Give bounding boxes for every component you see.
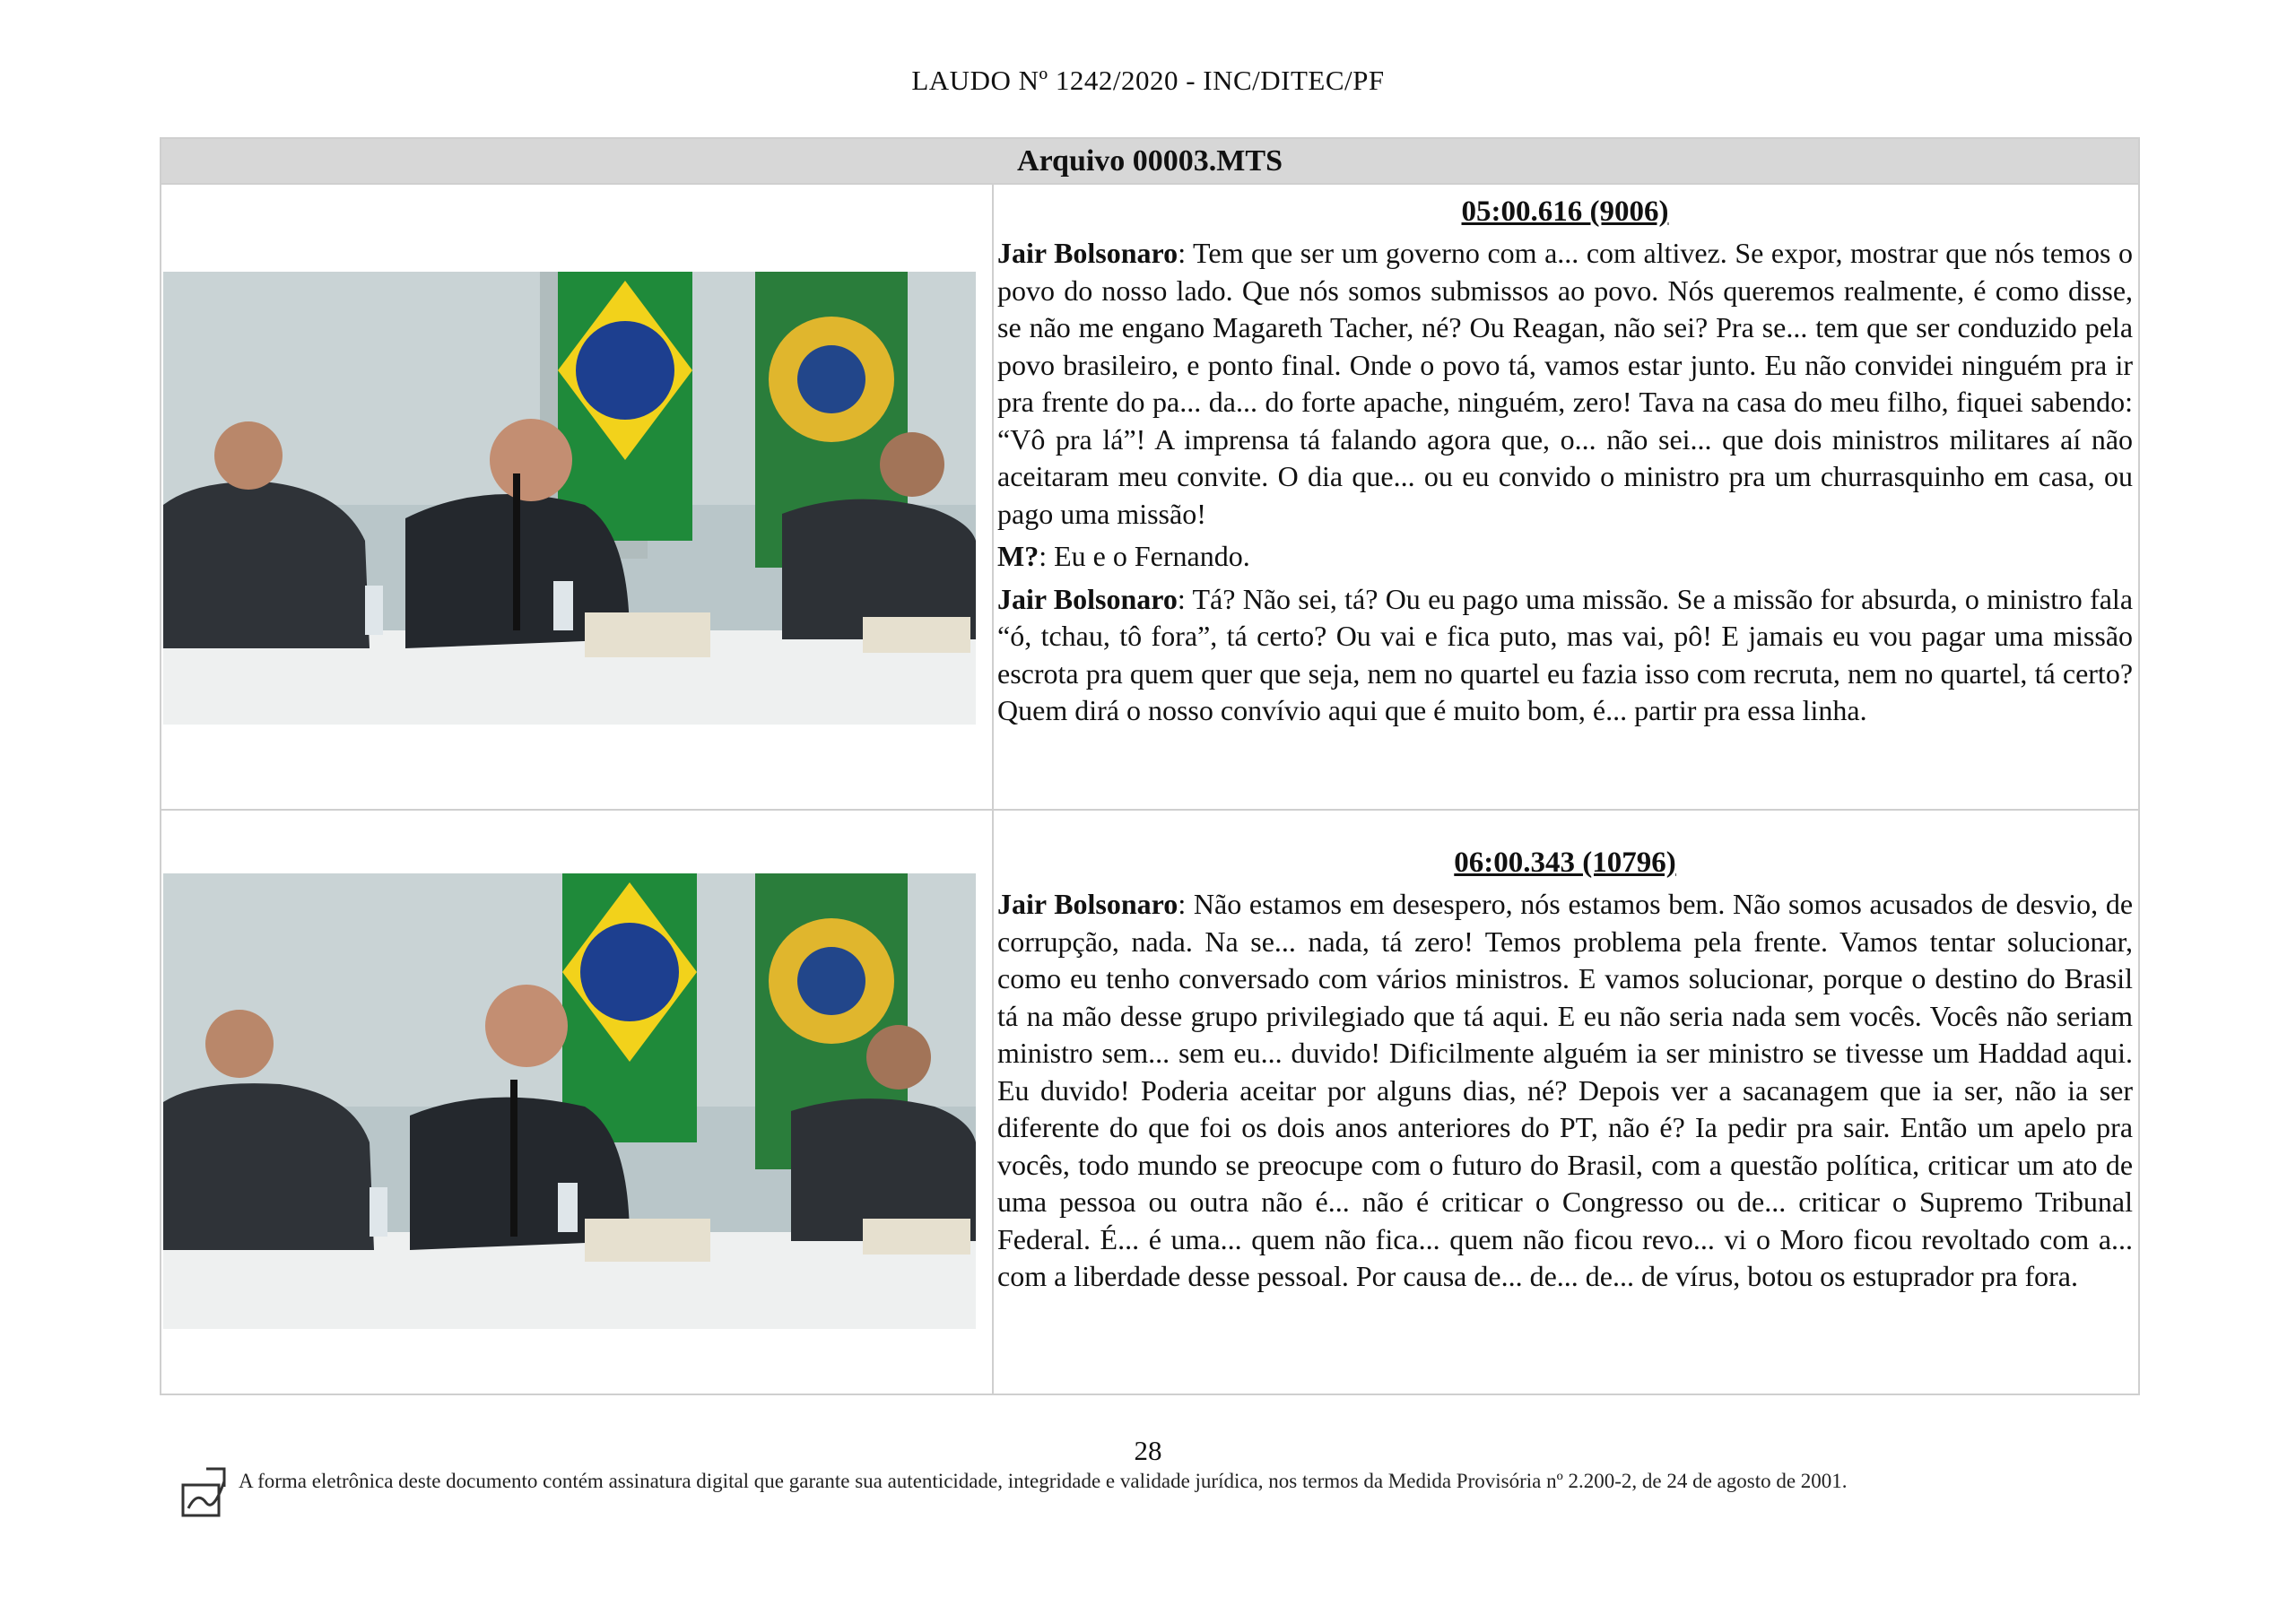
transcript-cell — [993, 810, 2139, 1394]
speech-text: : Eu e o Fernando. — [1039, 540, 1250, 572]
glass — [553, 581, 573, 630]
brazil-flag-icon — [562, 873, 697, 1142]
file-title-row — [161, 138, 2139, 184]
nameplate — [863, 1219, 970, 1255]
speech-text: : Tá? Não sei, tá? Ou eu pago uma missão. Se a missão for absurda, o ministro fala “ó, tchau, tô fora”, tá certo? Ou vai e fica puto, mas vai, pô! E jamais eu vou pagar uma missão escrota pra quem quer que seja, nem no quartel eu fazia isso com recruta, nem no quartel, tá certo? Quem dirá o nosso convívio aqui que é muito bom, é... partir pra essa linha. — [997, 582, 2134, 726]
transcript-cell — [993, 184, 2139, 810]
video-frame-photo — [163, 272, 976, 725]
nameplate — [585, 612, 710, 657]
timecode: 06:00.343 (10796) — [1454, 847, 1676, 879]
signature-footnote: A forma eletrônica deste documento contém assinatura digital que garante sua autenticidade, integridade e validade jurídica, nos termos da Medida Provisória nº 2.200-2, de 24 de agosto de 2001. — [239, 1470, 1848, 1492]
glass — [365, 586, 383, 635]
file-title: Arquivo 00003.MTS — [161, 138, 2139, 184]
video-frame-cell — [161, 184, 993, 810]
speech-text: : Tem que ser um governo com a... com altivez. Se expor, mostrar que nós temos o povo do nosso lado. Que nós somos submissos ao povo. Nós queremos realmente, é como disse, se não me engano Magareth Tacher, né? Ou Reagan, não sei? Pra se... tem que ser conduzido pela povo brasileiro, e ponto final. Onde o povo tá, vamos estar junto. Eu não convidei ninguém pra ir pra frente do pa... da... do forte apache, ninguém, zero! Tava na casa do meu filho, fiquei sabendo: “Vô pra lá”! A imprensa tá falando agora que, o... não sei... que dois ministros militares aí não aceitaram meu convite. O dia que... ou eu convido o ministro pra um churrasquinho em casa, ou pago uma missão! — [997, 237, 2134, 530]
timecode: 05:00.616 (9006) — [1461, 195, 1669, 228]
video-frame-photo — [163, 873, 976, 1329]
nameplate — [863, 617, 970, 653]
transcript-row — [161, 810, 2139, 1394]
document-header: LAUDO Nº 1242/2020 - INC/DITEC/PF — [911, 65, 1385, 96]
glass — [558, 1183, 578, 1232]
speech-paragraph — [997, 886, 2133, 1296]
video-frame-cell — [161, 810, 993, 1394]
brazil-flag-icon — [558, 272, 692, 541]
speaker-name: Jair Bolsonaro — [997, 888, 1178, 920]
glass — [370, 1187, 387, 1237]
speaker-name: Jair Bolsonaro — [997, 582, 1178, 615]
speaker-name: Jair Bolsonaro — [997, 237, 1178, 269]
speaker-name: M? — [997, 540, 1039, 572]
page-number: 28 — [1134, 1435, 1162, 1466]
transcript-table — [160, 137, 2140, 1395]
nameplate — [585, 1219, 710, 1262]
speech-text: : Não estamos em desespero, nós estamos bem. Não somos acusados de desvio, de corrupção, nada. Na se... nada, tá zero! Temos problema pela frente. Vamos tentar solucionar, como eu tenho conversado com vários ministros. E vamos solucionar, porque o destino do Brasil tá na mão desse grupo privilegiado que tá aqui. E eu não seria nada sem vocês. Vocês não seriam ministro sem... sem eu... duvido! Dificilmente alguém ia ser ministro se tivesse um Haddad aqui. Eu duvido! Poderia aceitar por alguns dias, né? Depois ver a sacanagem que ia ser, não ia ser diferente do que foi os dois anos anteriores do PT, não é? Ia pedir pra sair. Então um apelo pra vocês, todo mundo se preocupe com o futuro do Brasil, com a questão política, criticar um ato de uma pessoa ou outra não é... não é criticar o Congresso ou de... criticar o Supremo Tribunal Federal. É... é uma... quem não fica... quem não ficou revo... vi o Moro ficou revoltado com a... com a liberdade desse pessoal. Por causa de... de... de... de vírus, botou os estuprador pra fora. — [997, 888, 2134, 1292]
transcript-row — [161, 184, 2139, 810]
digital-signature-icon — [179, 1463, 230, 1519]
speech-paragraph — [997, 538, 2133, 576]
speech-paragraph — [997, 581, 2133, 730]
speech-paragraph — [997, 235, 2133, 533]
